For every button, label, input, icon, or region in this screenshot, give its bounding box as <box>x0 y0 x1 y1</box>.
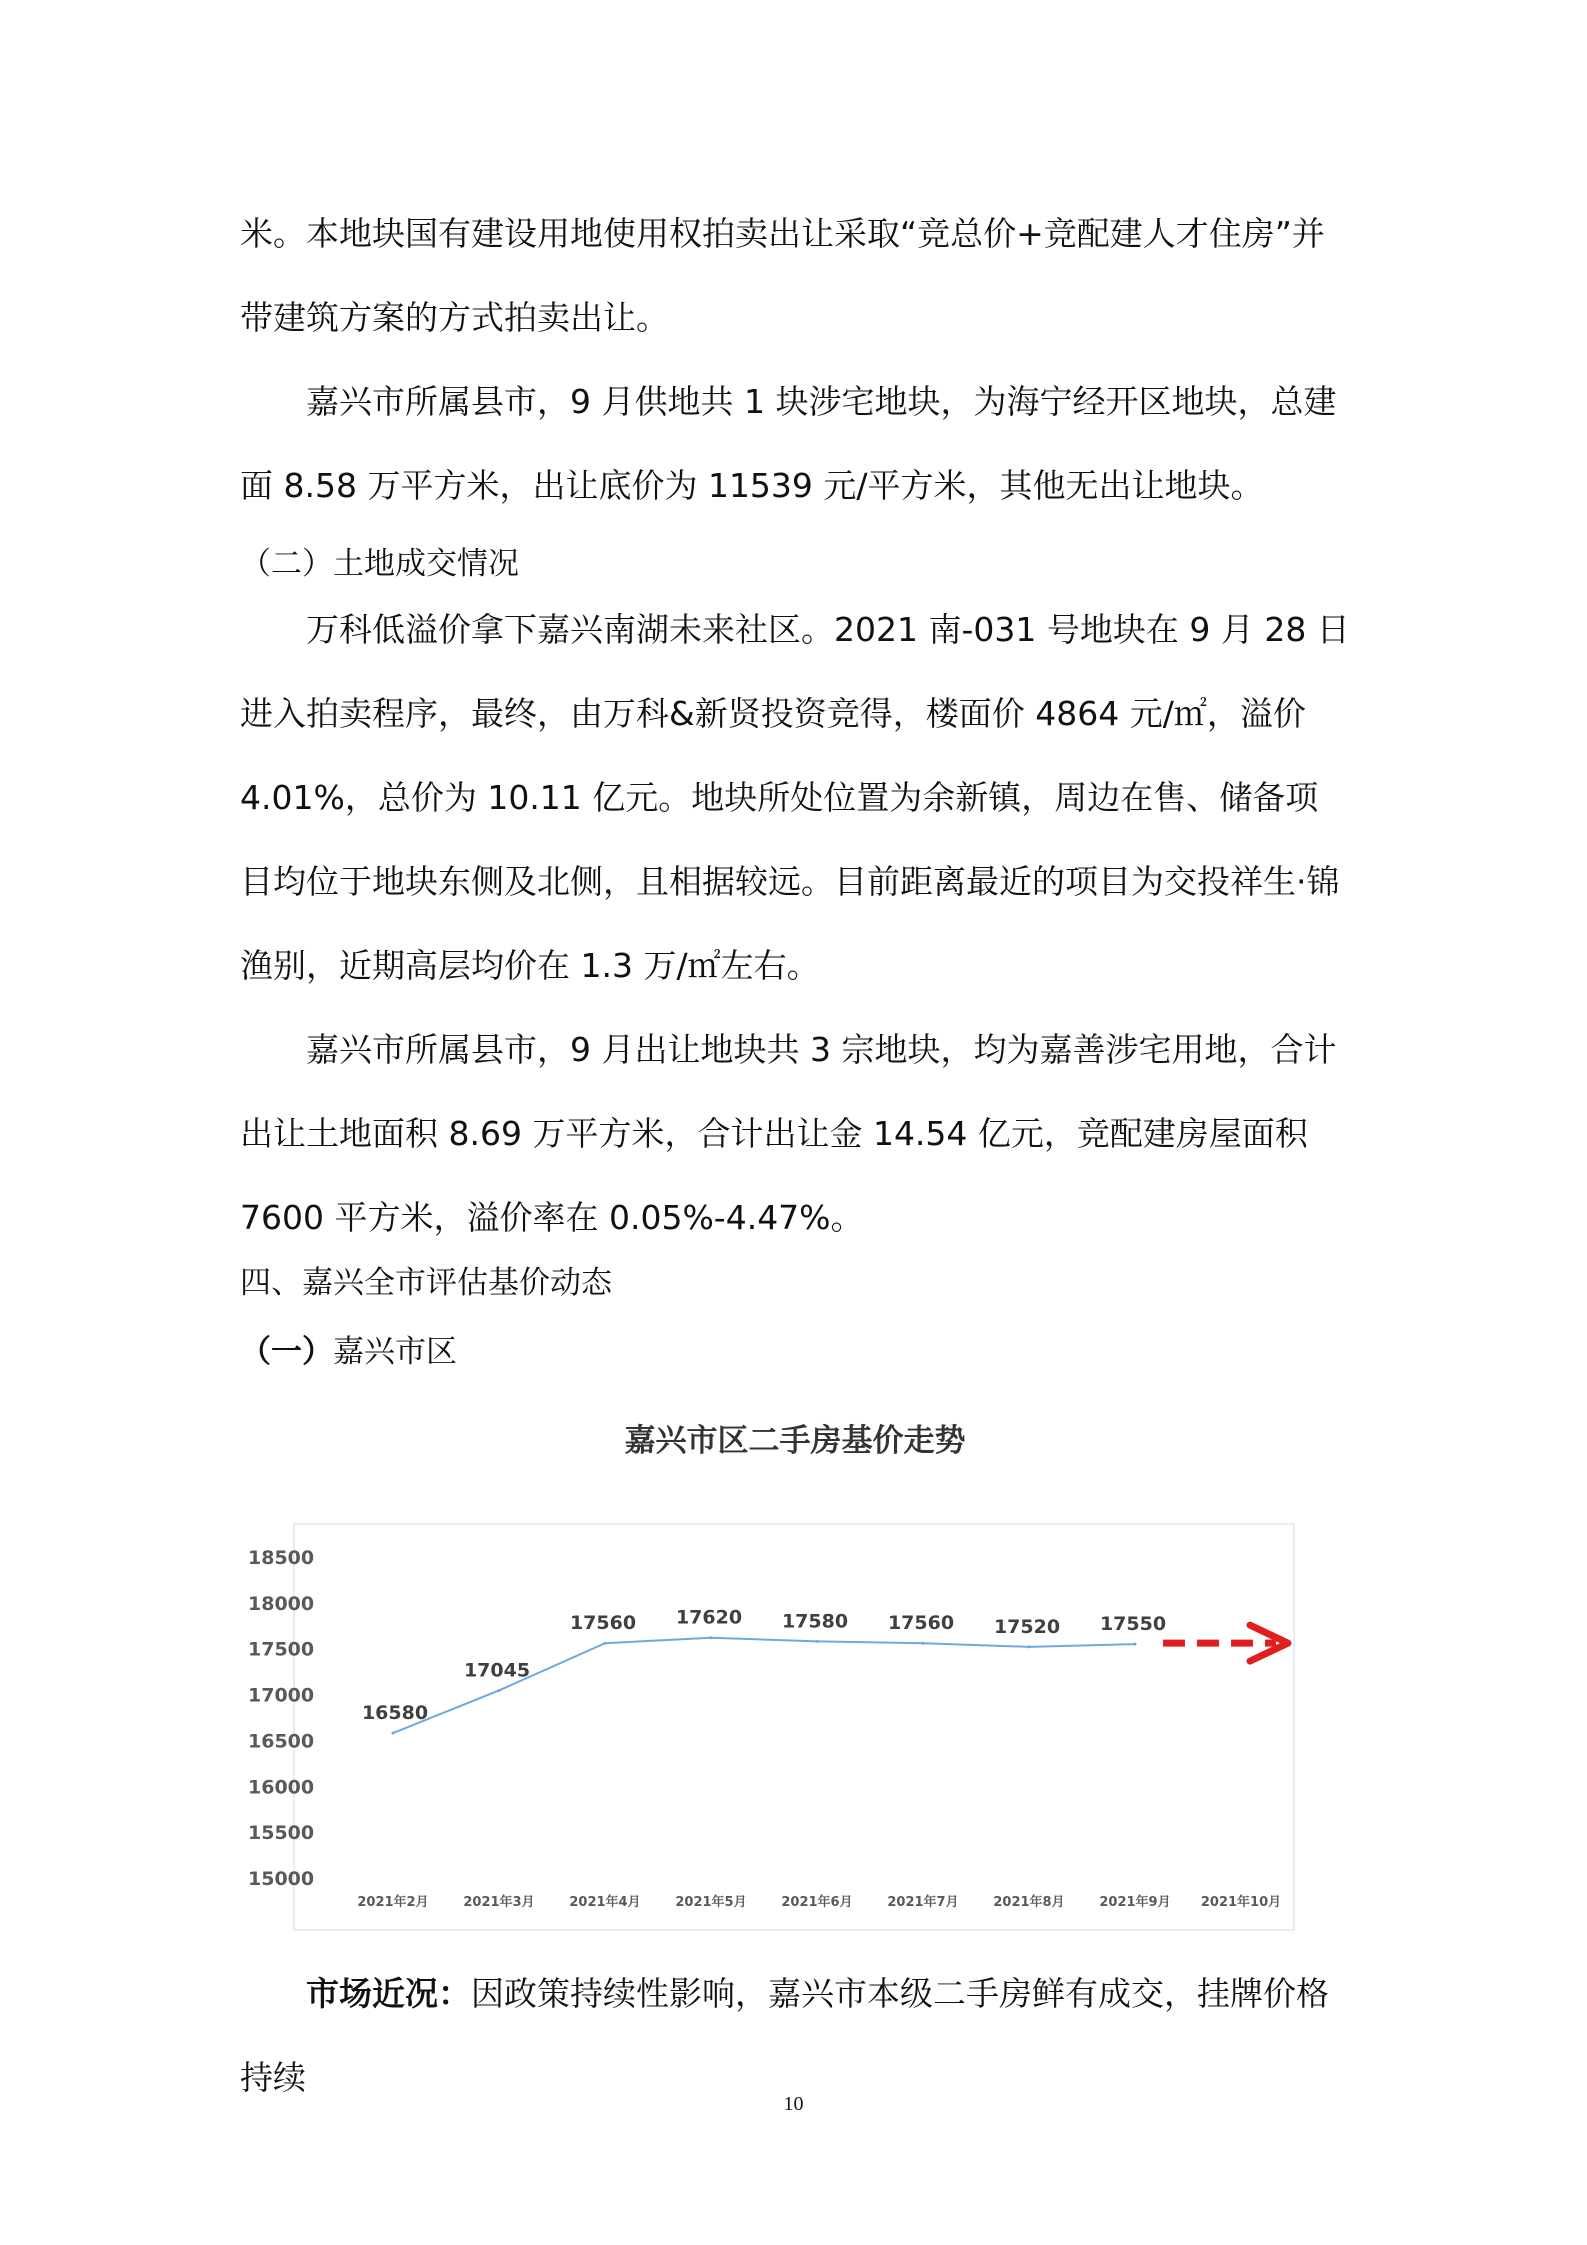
heading-section-4: 四、嘉兴全市评估基价动态 <box>240 1265 612 1301</box>
x-tick-label: 2021年3月 <box>463 1895 535 1910</box>
data-label: 17560 <box>887 1612 955 1635</box>
paragraph-auction-method: 米。本地块国有建设用地使用权拍卖出让采取“竞总价+竞配建人才住房”并带建筑方案的方式拍卖出让。 <box>240 214 1325 337</box>
x-tick-label: 2021年5月 <box>675 1895 747 1910</box>
paragraph-vanke-deal: 万科低溢价拿下嘉兴南湖未来社区。2021 南-031 号地块在 9 月 28 日进入拍卖程序，最终，由万科&新贤投资竞得，楼面价 4864 元/㎡，溢价 4.01%，总价为 10.11 亿元。地块所处位置为余新镇，周边在售、储备项目均位于地块东侧及北侧，且相据较远。目前距离最近的项目为交投祥生·锦渔别，近期高层均价在 1.3 万/㎡左右。 <box>240 610 1350 985</box>
data-point <box>392 1732 395 1735</box>
heading-land-deals: （二）土地成交情况 <box>240 546 519 582</box>
heading-city-text: 嘉兴市区 <box>333 1334 457 1370</box>
y-tick-label: 18000 <box>248 1592 315 1615</box>
data-label: 17550 <box>1099 1613 1167 1636</box>
data-label: 16580 <box>361 1702 429 1725</box>
y-tick-label: 16500 <box>248 1730 315 1753</box>
y-tick-label: 15500 <box>248 1822 315 1845</box>
price-series <box>392 1636 1137 1734</box>
price-trend-chart <box>240 1395 1350 1935</box>
y-tick-label: 15000 <box>248 1868 315 1890</box>
data-point <box>922 1642 925 1645</box>
x-tick-label: 2021年8月 <box>993 1895 1065 1910</box>
x-tick-label: 2021年9月 <box>1099 1895 1171 1910</box>
y-tick-label: 18500 <box>248 1547 315 1569</box>
data-point <box>1028 1645 1031 1648</box>
x-tick-label: 2021年4月 <box>569 1895 641 1910</box>
paragraph-county-deals: 嘉兴市所属县市，9 月出让地块共 3 宗地块，均为嘉善涉宅用地，合计出让土地面积 8.69 万平方米，合计出让金 14.54 亿元，竞配建房屋面积 7600 平方米，溢价率在 0.05%-4.47%。 <box>240 1030 1337 1237</box>
data-label: 17045 <box>463 1659 531 1682</box>
y-tick-label: 17000 <box>248 1684 315 1707</box>
data-label: 17520 <box>993 1615 1061 1638</box>
data-point <box>1134 1643 1137 1646</box>
x-tick-label: 2021年10月 <box>1200 1895 1282 1910</box>
data-point <box>604 1642 607 1645</box>
data-label: 17580 <box>781 1610 849 1633</box>
data-point <box>710 1636 713 1639</box>
y-tick-label: 16000 <box>248 1776 315 1799</box>
data-point <box>816 1640 819 1643</box>
market-label: 市场近况： <box>306 1974 471 2013</box>
x-axis <box>357 1894 1281 1910</box>
market-text: 因政策持续性影响，嘉兴市本级二手房鲜有成交，挂牌价格持续 <box>240 1974 1329 2097</box>
data-labels <box>362 1607 1166 1724</box>
chart-plot-frame <box>294 1524 1294 1930</box>
y-axis <box>248 1547 314 1890</box>
heading-city-district <box>240 1326 457 1371</box>
x-tick-label: 2021年6月 <box>781 1895 853 1910</box>
trend-arrow <box>1163 1625 1288 1661</box>
y-tick-label: 17500 <box>248 1638 315 1661</box>
series-line <box>393 1638 1135 1733</box>
heading-city-number: （一） <box>240 1334 333 1370</box>
page-number: 10 <box>783 2093 804 2115</box>
x-tick-label: 2021年2月 <box>357 1895 429 1910</box>
x-tick-label: 2021年7月 <box>887 1895 959 1910</box>
data-point <box>498 1689 501 1692</box>
data-label: 17560 <box>569 1612 637 1635</box>
data-label: 17620 <box>675 1606 743 1629</box>
chart-title: 嘉兴市区二手房基价走势 <box>624 1423 966 1459</box>
paragraph-county-supply: 嘉兴市所属县市，9 月供地共 1 块涉宅地块，为海宁经开区地块，总建面 8.58 万平方米，出让底价为 11539 元/平方米，其他无出让地块。 <box>240 382 1337 505</box>
